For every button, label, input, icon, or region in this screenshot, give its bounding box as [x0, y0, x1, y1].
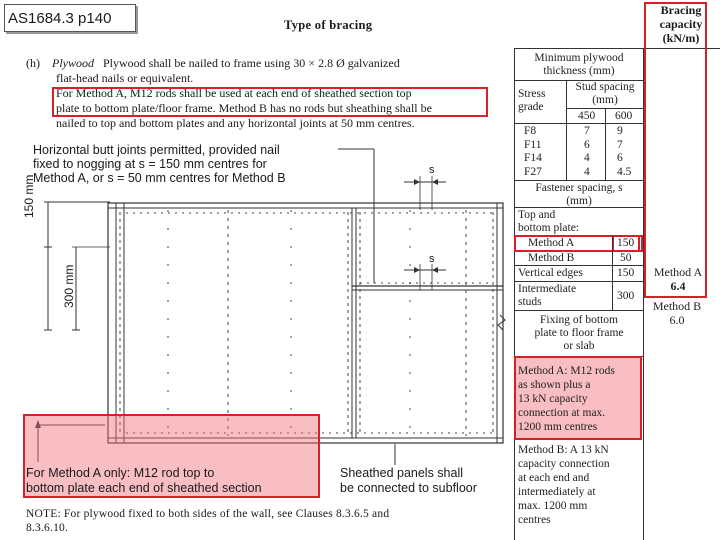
capacity-method-a-value: 6.4: [670, 279, 686, 293]
bracing-capacity-line: (kN/m): [662, 31, 700, 45]
grade-cell: F14: [524, 152, 542, 164]
row-divider: [514, 123, 643, 124]
method-a-only-annotation: [26, 466, 262, 496]
s-label-mid: s: [429, 253, 435, 265]
grade-cell: F11: [524, 138, 542, 151]
butt-joints-line: Horizontal butt joints permitted, provided nail: [33, 143, 280, 157]
col-600-values: [617, 125, 631, 179]
bracing-capacity-highlight: [644, 2, 707, 298]
row-divider: [514, 310, 643, 311]
stud-spacing-header: [567, 81, 643, 107]
dimension-150-label: 150 mm: [22, 174, 36, 218]
stress-grade-line: Stress: [518, 88, 546, 100]
capacity-method-b-label: Method B: [652, 299, 702, 313]
intermediate-line: studs: [518, 296, 542, 308]
fixing-header: [516, 314, 642, 353]
stress-grade-line: grade: [518, 101, 544, 113]
value-cell: 6: [617, 152, 623, 164]
dimension-300-label: 300 mm: [62, 264, 76, 308]
method-a-rods-text: [518, 364, 615, 434]
value-cell: 4.5: [617, 165, 632, 178]
min-thickness-line: Minimum plywood: [534, 52, 624, 64]
col-450-header: 450: [578, 110, 596, 122]
fixing-line: or slab: [563, 340, 595, 352]
clause-line-3: For Method A, M12 rods shall be used at each end of sheathed section top: [56, 86, 412, 100]
clause-line-4b: Method B has no rods but sheathing shall be: [215, 101, 432, 115]
slide-caption: AS1684.3 p140: [4, 4, 136, 32]
clause-label: (h): [26, 56, 40, 70]
value-cell: 9: [617, 125, 623, 137]
capacity-method-a-label: Method A: [653, 265, 703, 279]
vertical-edges-value: 150: [617, 267, 635, 279]
method-a-only-line: bottom plate each end of sheathed section: [26, 481, 262, 495]
arrowhead: [432, 267, 438, 273]
value-cell: 4: [584, 165, 590, 178]
min-thickness-header: [516, 52, 642, 78]
arrowhead: [414, 267, 420, 273]
clause-line-2: flat-head nails or equivalent.: [56, 71, 194, 85]
col-divider: [612, 235, 613, 310]
clause-title: Plywood: [52, 56, 94, 70]
break-line: [498, 315, 505, 330]
capacity-method-a: [648, 265, 708, 293]
fastener-line: Fastener spacing, s: [535, 182, 623, 194]
method-b-value: 50: [620, 252, 632, 264]
row-divider: [514, 281, 643, 282]
top-bottom-plate-label: [518, 209, 579, 235]
top-bottom-line: bottom plate:: [518, 222, 580, 234]
wall-outline: [108, 203, 503, 443]
method-b-label: Method B: [528, 252, 575, 264]
value-cell: 4: [584, 152, 590, 164]
grade-cell: F27: [524, 165, 542, 178]
method-a-rods-line: connection at max.: [518, 407, 606, 419]
fixing-line: plate to floor frame: [534, 327, 624, 339]
table-border-left: [514, 48, 515, 540]
note-line: 8.3.6.10.: [26, 522, 69, 534]
row-divider: [514, 265, 643, 266]
stud-spacing-line: (mm): [592, 94, 618, 106]
method-b-conn-line: max. 1200 mm: [518, 500, 588, 512]
value-cell: 7: [617, 138, 623, 151]
vertical-edges-label: Vertical edges: [518, 267, 583, 279]
arrowhead: [432, 179, 438, 185]
intermediate-line: Intermediate: [518, 283, 577, 295]
sheathed-line: be connected to subfloor: [340, 481, 477, 495]
method-b-conn-line: Method B: A 13 kN: [518, 444, 609, 456]
fastener-spacing-header: [516, 182, 642, 208]
method-a-value-highlight: [612, 235, 643, 252]
intermediate-studs-value: 300: [617, 290, 635, 302]
method-b-connection-text: [518, 443, 610, 527]
type-of-bracing-heading: Type of bracing: [284, 18, 373, 32]
grade-column: [524, 125, 542, 179]
sheathed-line: Sheathed panels shall: [340, 466, 464, 480]
col-600-header: 600: [615, 110, 633, 122]
bracing-capacity-line: Bracing: [660, 3, 702, 17]
value-cell: 7: [584, 125, 590, 137]
butt-joints-line: Method A, or s = 50 mm centres for Method B: [33, 171, 286, 185]
method-b-conn-line: centres: [518, 514, 551, 526]
row-divider: [514, 180, 643, 181]
note-line: NOTE: For plywood fixed to both sides of the wall, see Clauses 8.3.6.5 and: [26, 508, 390, 520]
col-divider: [605, 108, 606, 180]
clause-line-5: nailed to top and bottom plates and any horizontal joints at 50 mm centres.: [56, 116, 415, 130]
arrowhead: [414, 179, 420, 185]
fastener-line: (mm): [566, 195, 592, 207]
butt-joints-line: fixed to nogging at s = 150 mm centres for: [33, 157, 267, 171]
method-a-only-line: For Method A only: M12 rod top to: [26, 466, 215, 480]
method-a-rods-line: as shown plus a: [518, 379, 591, 391]
row-divider: [514, 207, 643, 208]
stress-grade-header: [518, 88, 545, 114]
method-a-rods-line: 1200 mm centres: [518, 421, 598, 433]
capacity-method-b: [646, 299, 708, 327]
method-b-conn-line: at each end and: [518, 472, 590, 484]
top-bottom-line: Top and: [518, 209, 556, 221]
value-cell: 6: [584, 138, 590, 151]
method-a-rods-line: 13 kN capacity: [518, 393, 588, 405]
col-450-values: [584, 125, 590, 179]
intermediate-studs-label: [518, 283, 576, 309]
s-label-top: s: [429, 164, 435, 176]
sheathed-panels-annotation: [340, 466, 477, 496]
bracing-capacity-line: capacity: [659, 17, 703, 31]
clause-line-1: Plywood shall be nailed to frame using 30 × 2.8 Ø galvanized: [103, 56, 400, 70]
clause-line-4a: plate to bottom plate/floor frame.: [56, 101, 216, 115]
method-b-conn-line: intermediately at: [518, 486, 596, 498]
method-a-rods-line: Method A: M12 rods: [518, 365, 615, 377]
method-a-label: Method A: [528, 237, 575, 249]
method-b-conn-line: capacity connection: [518, 458, 610, 470]
fixing-line: Fixing of bottom: [540, 314, 618, 326]
min-thickness-line: thickness (mm): [543, 65, 615, 77]
capacity-method-b-value: 6.0: [669, 313, 685, 327]
stud-spacing-line: Stud spacing: [575, 81, 635, 93]
note-text: [26, 507, 389, 535]
grade-cell: F8: [524, 125, 537, 137]
method-a-value: 150: [617, 237, 635, 249]
